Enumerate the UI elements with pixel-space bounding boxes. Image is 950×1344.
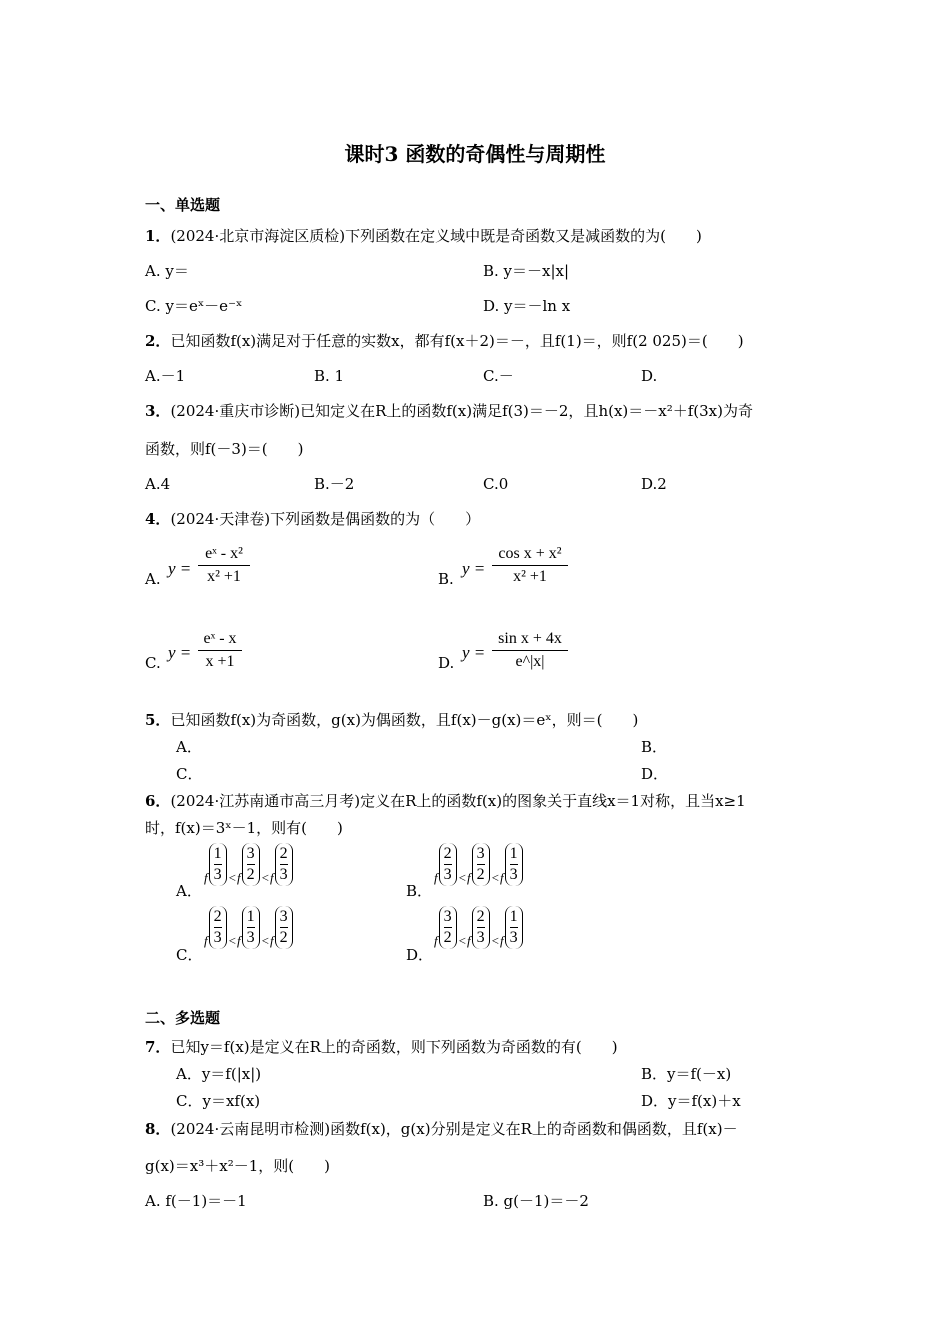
fraction-bar: [510, 927, 518, 928]
q7-option-b[interactable]: B．y＝f(－x): [641, 1065, 732, 1083]
question-number: 5．: [145, 711, 171, 729]
question-number: 4．: [145, 510, 171, 528]
denominator: 2: [443, 929, 452, 946]
q4-option-b-lhs: y =: [462, 559, 486, 578]
fraction-bar: [214, 864, 222, 865]
denominator: 3: [509, 929, 518, 946]
function-symbol: f: [434, 933, 438, 948]
numerator: 3: [443, 908, 452, 925]
fraction-argument: [439, 906, 457, 949]
numerator: 1: [213, 845, 222, 862]
q3-option-d[interactable]: D.2: [641, 475, 667, 493]
less-than-sign: <: [458, 933, 466, 948]
numerator: 2: [443, 845, 452, 862]
function-symbol: f: [269, 870, 274, 885]
less-than-sign: <: [228, 933, 236, 948]
q5-option-a[interactable]: A．: [176, 738, 202, 756]
q4-option-c-lhs: y =: [168, 643, 192, 662]
numerator: 1: [509, 845, 518, 862]
less-than-sign: <: [491, 933, 499, 948]
fraction-argument: [242, 906, 260, 949]
fraction-bar: [214, 927, 222, 928]
q2-option-a[interactable]: A.－1: [145, 367, 186, 385]
question-6-stem-line1: [145, 792, 746, 810]
denominator: 3: [213, 929, 222, 946]
q4-option-c-fraction: [198, 630, 242, 671]
fraction-argument: [275, 906, 293, 949]
function-symbol: f: [434, 870, 438, 885]
less-than-sign: <: [228, 870, 236, 885]
q8-option-b[interactable]: B. g(－1)＝－2: [483, 1192, 589, 1210]
function-symbol: f: [204, 870, 208, 885]
denominator: 2: [476, 866, 485, 883]
q5-option-c[interactable]: C．: [176, 765, 203, 783]
fraction-bar: [492, 565, 568, 566]
less-than-sign: <: [261, 933, 269, 948]
fraction-argument: [209, 843, 227, 886]
fraction-bar: [510, 864, 518, 865]
fraction-argument: [505, 906, 523, 949]
numerator: 3: [246, 845, 255, 862]
denominator: x +1: [205, 653, 235, 670]
q2-option-b[interactable]: B. 1: [314, 367, 345, 385]
fraction-bar: [280, 927, 288, 928]
question-8-stem-line2: g(x)＝x³＋x²－1，则( ): [145, 1157, 330, 1175]
fraction-argument: [275, 843, 293, 886]
fraction-argument: [209, 906, 227, 949]
fraction-argument: [439, 843, 457, 886]
numerator: 1: [509, 908, 518, 925]
numerator: cos x + x²: [498, 545, 562, 562]
numerator: 1: [246, 908, 255, 925]
q4-option-a-label[interactable]: A.: [145, 570, 161, 588]
q6-option-b-label[interactable]: B．: [406, 882, 433, 900]
q6-option-b-expression: [434, 843, 524, 886]
numerator: 2: [279, 845, 288, 862]
q8-option-a[interactable]: A. f(－1)＝－1: [145, 1192, 247, 1210]
q4-option-a-lhs: y =: [168, 559, 192, 578]
question-text: (2024·天津卷)下列函数是偶函数的为（ ）: [170, 510, 481, 528]
q4-option-c-label[interactable]: C.: [145, 654, 161, 672]
function-symbol: f: [236, 870, 241, 885]
page-title: 课时3 函数的奇偶性与周期性: [344, 142, 606, 166]
question-text: (2024·云南昆明市检测)函数f(x)，g(x)分别是定义在R上的奇函数和偶函数，且f(x)－: [170, 1120, 738, 1138]
q7-option-a[interactable]: A．y＝f(|x|): [176, 1065, 262, 1083]
q6-option-d-label[interactable]: D．: [406, 946, 434, 964]
q1-option-a[interactable]: A. y＝: [145, 262, 189, 280]
numerator: eˣ - x: [203, 630, 237, 647]
question-text: (2024·重庆市诊断)已知定义在R上的函数f(x)满足f(3)＝－2，且h(x)＝－x²＋f(3x)为奇: [170, 402, 753, 420]
numerator: 3: [279, 908, 288, 925]
question-3-stem-line1: [145, 402, 753, 420]
less-than-sign: <: [458, 870, 466, 885]
numerator: sin x + 4x: [498, 630, 562, 647]
question-text: (2024·北京市海淀区质检)下列函数在定义域中既是奇函数又是减函数的为( ): [170, 227, 702, 245]
question-7-stem: [145, 1038, 618, 1056]
q7-option-d[interactable]: D．y＝f(x)＋x: [641, 1092, 741, 1110]
section-heading-multiple-choice: 二、多选题: [145, 1009, 221, 1027]
q4-option-d-lhs: y =: [462, 643, 486, 662]
q3-option-a[interactable]: A.4: [145, 475, 171, 493]
q6-option-a-expression: [204, 843, 294, 886]
fraction-bar: [247, 927, 255, 928]
function-symbol: f: [499, 933, 504, 948]
fraction-bar: [477, 864, 485, 865]
denominator: 2: [246, 866, 255, 883]
function-symbol: f: [269, 933, 274, 948]
q1-option-d[interactable]: D. y＝－ln x: [483, 297, 571, 315]
question-number: 7．: [145, 1038, 171, 1056]
question-text: 已知y＝f(x)是定义在R上的奇函数，则下列函数为奇函数的有( ): [170, 1038, 618, 1056]
fraction-bar: [444, 927, 452, 928]
function-symbol: f: [236, 933, 241, 948]
q4-option-b-fraction: [492, 545, 568, 586]
function-symbol: f: [499, 870, 504, 885]
question-number: 2．: [145, 332, 171, 350]
denominator: e^|x|: [515, 653, 545, 670]
fraction-argument: [505, 843, 523, 886]
question-text: 已知函数f(x)满足对于任意的实数x，都有f(x＋2)＝－，且f(1)＝，则f(2 025)＝( ): [170, 332, 744, 350]
q1-option-c[interactable]: C. y＝eˣ－e⁻ˣ: [145, 297, 243, 315]
q6-option-c-expression: [204, 906, 294, 949]
q5-option-b[interactable]: B．: [641, 738, 668, 756]
function-symbol: f: [466, 870, 471, 885]
numerator: 2: [476, 908, 485, 925]
question-text: 已知函数f(x)为奇函数，g(x)为偶函数，且f(x)－g(x)＝eˣ，则＝( ): [170, 711, 639, 729]
denominator: 3: [476, 929, 485, 946]
denominator: 3: [509, 866, 518, 883]
q3-option-b[interactable]: B.－2: [314, 475, 355, 493]
denominator: 3: [213, 866, 222, 883]
question-number: 6．: [145, 792, 171, 810]
q6-option-d-expression: [434, 906, 524, 949]
q2-option-d[interactable]: D.: [641, 367, 658, 385]
question-1-stem: [145, 227, 702, 245]
fraction-argument: [472, 906, 490, 949]
denominator: x² +1: [513, 568, 547, 585]
question-6-stem-line2: 时，f(x)＝3ˣ－1，则有( ): [145, 819, 343, 837]
q4-option-d-label[interactable]: D.: [438, 654, 455, 672]
fraction-bar: [247, 864, 255, 865]
fraction-bar: [492, 650, 568, 651]
question-2-stem: [145, 332, 744, 350]
fraction-bar: [477, 927, 485, 928]
q2-option-c[interactable]: C.－: [483, 367, 514, 385]
fraction-bar: [444, 864, 452, 865]
question-number: 8．: [145, 1120, 171, 1138]
question-8-stem-line1: [145, 1120, 738, 1138]
function-symbol: f: [204, 933, 208, 948]
question-number: 3．: [145, 402, 171, 420]
fraction-bar: [198, 650, 242, 651]
question-number: 1．: [145, 227, 171, 245]
question-3-stem-line2: 函数，则f(－3)＝( ): [145, 440, 304, 458]
denominator: x² +1: [207, 568, 241, 585]
section-heading-single-choice: 一、单选题: [145, 196, 221, 214]
fraction-argument: [472, 843, 490, 886]
denominator: 3: [279, 866, 288, 883]
function-symbol: f: [466, 933, 471, 948]
q7-option-c[interactable]: C．y＝xf(x): [176, 1092, 261, 1110]
numerator: 3: [476, 845, 485, 862]
q4-option-b-label[interactable]: B.: [438, 570, 454, 588]
question-4-stem: [145, 510, 480, 528]
q4-option-d-fraction: [492, 630, 568, 671]
fraction-bar: [198, 565, 250, 566]
denominator: 3: [246, 929, 255, 946]
q5-option-d[interactable]: D．: [641, 765, 669, 783]
numerator: eˣ - x²: [205, 545, 243, 562]
denominator: 2: [279, 929, 288, 946]
q4-option-a-fraction: [198, 545, 250, 586]
q1-option-b[interactable]: B. y＝－x|x|: [483, 262, 570, 280]
denominator: 3: [443, 866, 452, 883]
q6-option-a-label[interactable]: A．: [176, 882, 202, 900]
question-5-stem: [145, 711, 638, 729]
q3-option-c[interactable]: C.0: [483, 475, 509, 493]
numerator: 2: [213, 908, 222, 925]
q6-option-c-label[interactable]: C．: [176, 946, 203, 964]
fraction-bar: [280, 864, 288, 865]
fraction-argument: [242, 843, 260, 886]
question-text: (2024·江苏南通市高三月考)定义在R上的函数f(x)的图象关于直线x＝1对称，且当x≥1: [170, 792, 746, 810]
less-than-sign: <: [261, 870, 269, 885]
less-than-sign: <: [491, 870, 499, 885]
